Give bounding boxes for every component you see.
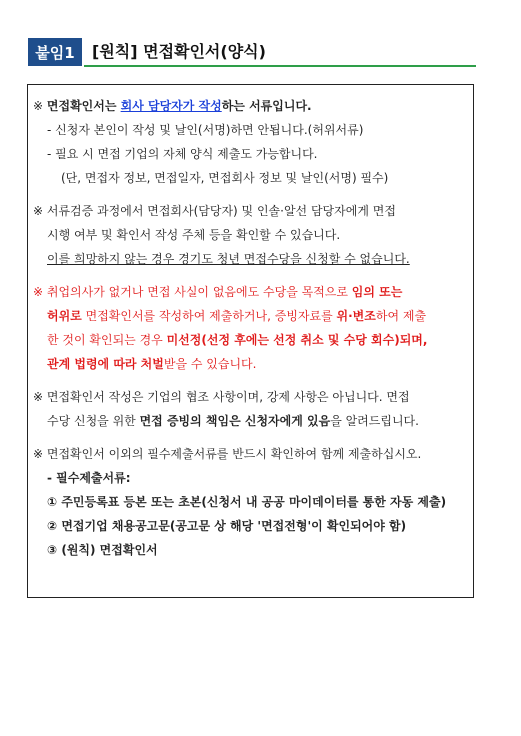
note-3: ※ 취업의사가 없거나 면접 사실이 없음에도 수당을 목적으로 임의 또는 허위로 면접확인서를 작성하여 제출하거나, 증빙자료를 위·변조하여 제출 한 것이 확인되는 경우 미선정(선정 후에는 선정 취소 및 수당 회수)되며, 관계 법령에 따라 처벌받을 수 있습니다. <box>33 285 428 371</box>
notice-content <box>33 94 473 571</box>
document-header <box>28 38 476 66</box>
note-1 <box>33 94 473 190</box>
document-title: [원칙] 면접확인서(양식) <box>92 42 266 61</box>
required-docs-heading: - 필수제출서류: <box>47 471 131 485</box>
required-doc-2: ② 면접기업 채용공고문(공고문 상 해당 '면접전형'이 확인되어야 함) <box>47 519 407 533</box>
note-1-heading: ※ 면접확인서는 회사 담당자가 작성하는 서류입니다. <box>33 99 312 113</box>
highlight-company-writer: 회사 담당자가 작성 <box>120 99 222 113</box>
note-2: ※ 서류검증 과정에서 면접회사(담당자) 및 인솔·알선 담당자에게 면접 시행 여부 및 확인서 작성 주체 등을 확인할 수 있습니다. 이를 희망하지 않는 경우 경기도 청년 면접수당을 신청할 수 없습니다. <box>33 199 473 271</box>
title-underline <box>84 65 476 67</box>
required-doc-3: ③ (원칙) 면접확인서 <box>47 543 158 557</box>
note-4: ※ 면접확인서 작성은 기업의 협조 사항이며, 강제 사항은 아닙니다. 면접 수당 신청을 위한 면접 증빙의 책임은 신청자에게 있음을 알려드립니다. <box>33 390 419 428</box>
note-2-warning: 이를 희망하지 않는 경우 경기도 청년 면접수당을 신청할 수 없습니다. <box>47 252 410 266</box>
note-5: ※ 면접확인서 이외의 필수제출서류를 반드시 확인하여 함께 제출하십시오. - 필수제출서류: ① 주민등록표 등본 또는 초본(신청서 내 공공 마이데이터를 통한 자동 제출) ② 면접기업 채용공고문(공고문 상 해당 '면접전형'이 확인되어야 함) ③ (원칙) 면접확인서 <box>33 442 473 562</box>
note-1-bullet-1: - 신청자 본인이 작성 및 날인(서명)하면 안됩니다.(허위서류) <box>47 123 364 137</box>
attachment-badge: 붙임1 <box>28 38 82 66</box>
note-1-bullet-3: (단, 면접자 정보, 면접일자, 면접회사 정보 및 날인(서명) 필수) <box>61 171 389 185</box>
required-doc-1: ① 주민등록표 등본 또는 초본(신청서 내 공공 마이데이터를 통한 자동 제출) <box>47 495 447 509</box>
note-1-bullet-2: - 필요 시 면접 기업의 자체 양식 제출도 가능합니다. <box>47 147 318 161</box>
